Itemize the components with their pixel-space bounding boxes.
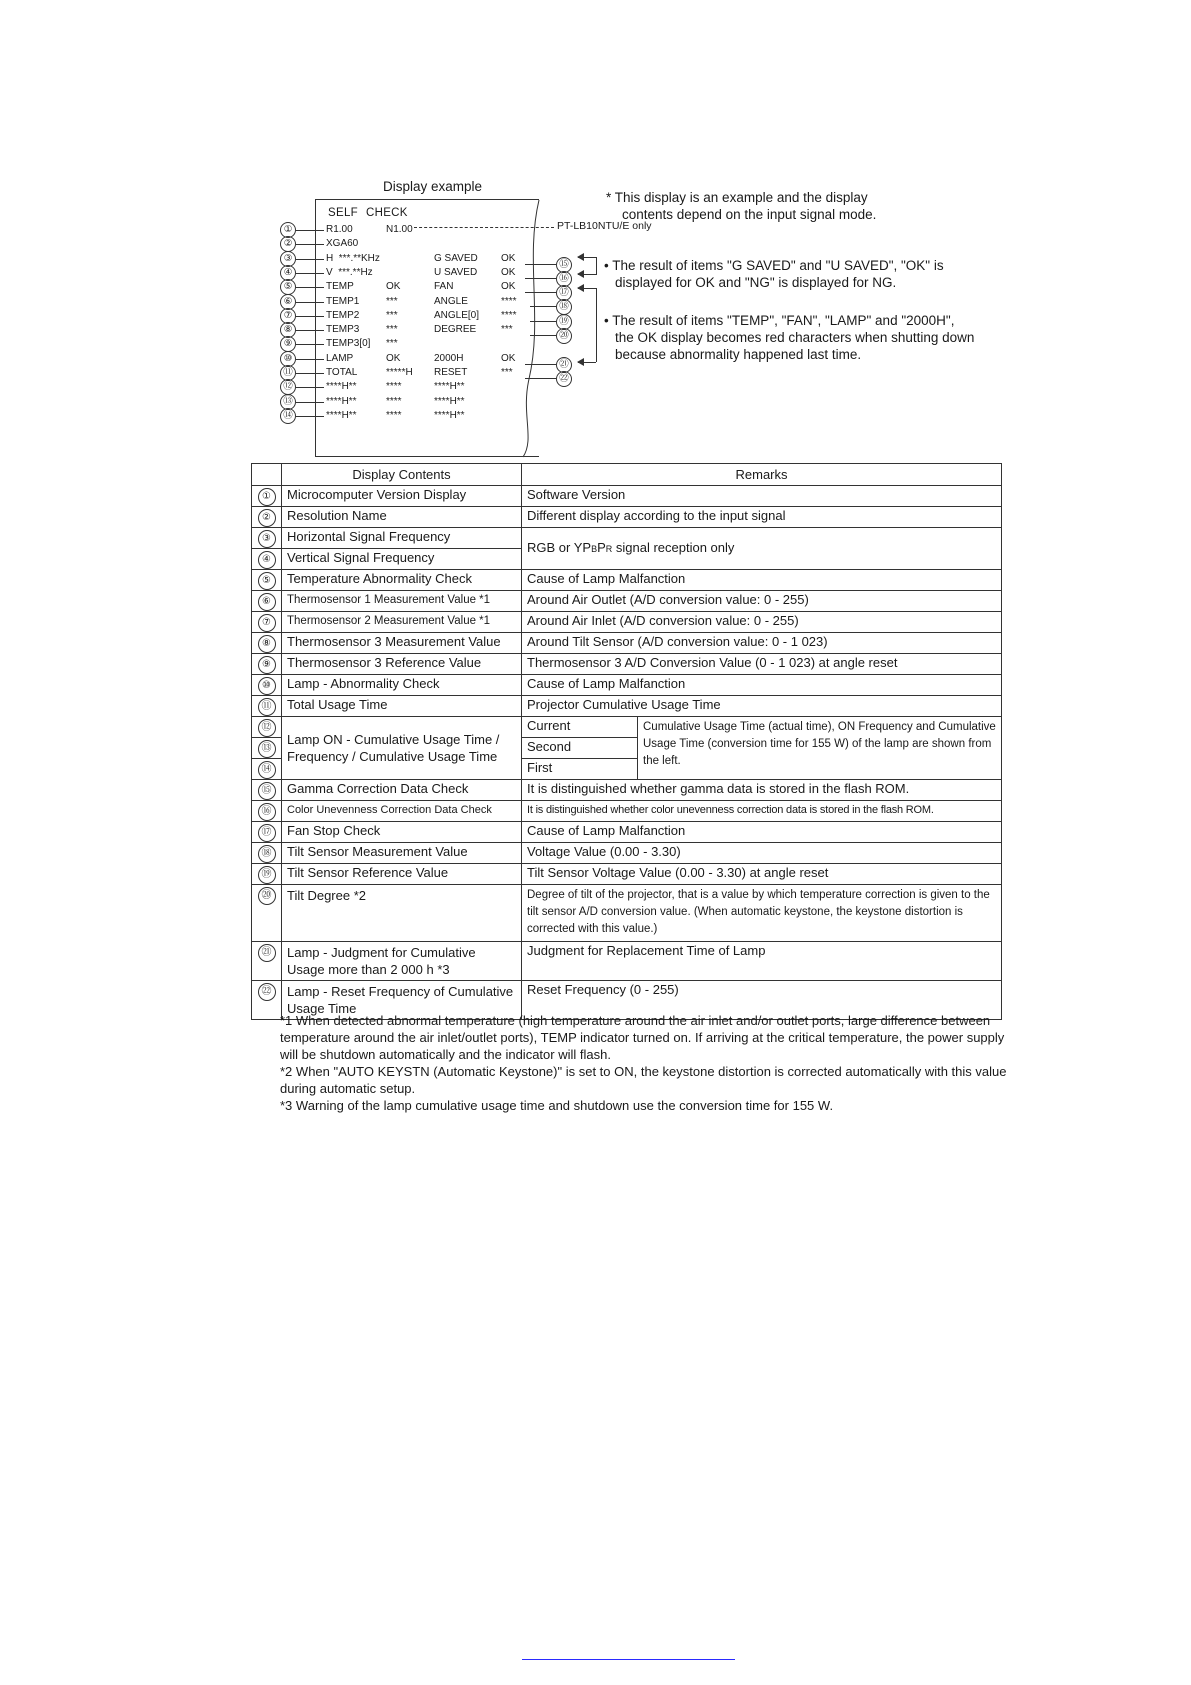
screen-row-value: *** — [386, 309, 398, 321]
row-remark: Voltage Value (0.00 - 3.30) — [522, 843, 1002, 864]
row-remark: Degree of tilt of the projector, that is a value by which temperature correction is given to the tilt sensor A/D conversion value. (When automatic keystone, the keystone distortion is corrected with this value.) — [522, 885, 1002, 942]
row-remark: Cause of Lamp Malfanction — [522, 675, 1002, 696]
screen-row-value: ****H** — [434, 395, 465, 407]
bracket-temp — [596, 288, 597, 362]
row-content: Tilt Sensor Reference Value — [282, 864, 522, 885]
screen-row-leader — [296, 402, 324, 403]
screen-row-leader — [296, 359, 324, 360]
row-remark: Software Version — [522, 486, 1002, 507]
note-line-1: * This display is an example and the display — [606, 190, 868, 205]
footnote-2: *2 When "AUTO KEYSTN (Automatic Keystone)" is set to ON, the keystone distortion is corrected automatically with this value during automatic setup. — [280, 1064, 1007, 1096]
screen-row-value: ****H** — [326, 395, 357, 407]
row-content: Lamp - Judgment for Cumulative Usage more than 2 000 h *3 — [282, 942, 522, 981]
row-remark: Cumulative Usage Time (actual time), ON Frequency and Cumulative Usage Time (conversion time for 155 W) of the lamp are shown from the left. — [638, 717, 1002, 780]
row-number: ③ — [258, 530, 276, 548]
screen-row-leader — [296, 316, 324, 317]
table-row — [252, 633, 1002, 654]
screen-row-leader — [296, 330, 324, 331]
row-number: ⑱ — [258, 845, 276, 863]
row-content: Thermosensor 3 Measurement Value — [282, 633, 522, 654]
right-number-leader — [530, 321, 556, 322]
footnotes — [280, 1012, 1010, 1114]
screen-row-leader — [296, 387, 324, 388]
note-line-3: • The result of items "G SAVED" and "U SAVED", "OK" is — [604, 258, 944, 273]
row-content: Fan Stop Check — [282, 822, 522, 843]
screen-row-value: N1.00 — [386, 224, 413, 235]
table-row — [252, 885, 1002, 942]
screen-row-value: *** — [501, 324, 513, 336]
screen-row-value: **** — [501, 295, 517, 307]
row-number: ⑭ — [258, 761, 276, 779]
arrow-fan — [578, 288, 596, 289]
model-note-leader — [414, 227, 554, 228]
screen-row-value: 2000H — [434, 352, 464, 364]
table-row — [252, 675, 1002, 696]
note-line-6: the OK display becomes red characters when shutting down — [615, 330, 975, 345]
screen-row-number: ④ — [280, 265, 296, 281]
screen-row-value: ****H** — [326, 409, 357, 421]
row-number: ② — [258, 509, 276, 527]
note-line-5: • The result of items "TEMP", "FAN", "LAMP" and "2000H", — [604, 313, 955, 328]
table-row — [252, 717, 1002, 738]
footnote-3: *3 Warning of the lamp cumulative usage time and shutdown use the conversion time for 155 W. — [280, 1098, 834, 1113]
screen-row-value: *** — [386, 338, 398, 350]
row-content: Temperature Abnormality Check — [282, 570, 522, 591]
row-number: ⑳ — [258, 887, 276, 905]
row-number: ⑰ — [258, 824, 276, 842]
table-row — [252, 801, 1002, 822]
page-link-underline[interactable] — [522, 1659, 735, 1660]
row-number: ① — [258, 488, 276, 506]
right-number-leader — [525, 278, 556, 279]
screen-row-value: R1.00 — [326, 224, 353, 235]
screen-row-value: **** — [386, 409, 402, 421]
row-content: Microcomputer Version Display — [282, 486, 522, 507]
screen-row-value: *****H — [386, 367, 413, 378]
bracket-saved — [596, 257, 597, 275]
screen-row-value: TOTAL — [326, 367, 358, 378]
screen-header-check: CHECK — [366, 207, 408, 219]
arrow-g-saved — [578, 257, 596, 258]
row-number: ⑥ — [258, 593, 276, 611]
row-remark: Tilt Sensor Voltage Value (0.00 - 3.30) at angle reset — [522, 864, 1002, 885]
right-number-leader — [530, 335, 556, 336]
display-contents-table — [251, 463, 1001, 1020]
screen-torn-edge — [515, 199, 545, 459]
row-number: ⑲ — [258, 866, 276, 884]
row-number: ④ — [258, 551, 276, 569]
table-row — [252, 780, 1002, 801]
screen-row-value: TEMP3[0] — [326, 338, 371, 350]
screen-row-number: ⑩ — [280, 351, 296, 367]
screen-row-number: ⑫ — [280, 379, 296, 395]
table-row — [252, 864, 1002, 885]
row-sub: Current — [522, 717, 638, 738]
right-row-number: ⑲ — [556, 314, 572, 330]
screen-row-value: ****H** — [434, 409, 465, 421]
screen-row-value: *** — [386, 295, 398, 307]
screen-row-number: ⑦ — [280, 308, 296, 324]
row-content: Gamma Correction Data Check — [282, 780, 522, 801]
row-number: ⑩ — [258, 677, 276, 695]
row-number: ⑪ — [258, 698, 276, 716]
table-row — [252, 822, 1002, 843]
row-content: Lamp - Reset Frequency of Cumulative Usage Time — [282, 981, 522, 1020]
screen-row-value: ****H** — [326, 381, 357, 393]
row-content: Tilt Degree *2 — [282, 885, 522, 942]
screen-row-number: ⑪ — [280, 365, 296, 381]
row-number: ⑯ — [258, 803, 276, 821]
table-row — [252, 612, 1002, 633]
row-content: Resolution Name — [282, 507, 522, 528]
screen-row-value: ****H** — [434, 381, 465, 393]
row-content: Thermosensor 1 Measurement Value *1 — [282, 591, 522, 612]
row-remark: Judgment for Replacement Time of Lamp — [522, 942, 1002, 981]
screen-row-leader — [296, 416, 324, 417]
screen-row-value: RESET — [434, 367, 468, 378]
arrow-2000h — [578, 362, 596, 363]
screen-row-leader — [296, 273, 324, 274]
screen-row-leader — [296, 302, 324, 303]
screen-header-self: SELF — [328, 207, 358, 219]
right-number-leader — [525, 364, 556, 365]
right-row-number: ㉒ — [556, 371, 572, 387]
row-content: Color Unevenness Correction Data Check — [282, 801, 522, 822]
row-number: ⑧ — [258, 635, 276, 653]
right-number-leader — [525, 264, 556, 265]
screen-row-value: G SAVED — [434, 252, 478, 264]
display-example-diagram — [0, 0, 1191, 470]
screen-row-value: **** — [501, 309, 517, 321]
screen-row-value: ANGLE[0] — [434, 309, 480, 321]
screen-row-value: V ***.**Hz — [326, 266, 373, 278]
table-row — [252, 591, 1002, 612]
screen-row-value: **** — [386, 395, 402, 407]
screen-row-number: ⑭ — [280, 408, 296, 424]
note-line-2: contents depend on the input signal mode. — [622, 207, 877, 222]
model-note: PT-LB10NTU/E only — [557, 220, 652, 232]
screen-row-leader — [296, 287, 324, 288]
right-number-leader — [530, 306, 556, 307]
screen-row-value: XGA60 — [326, 238, 359, 250]
row-content: Tilt Sensor Measurement Value — [282, 843, 522, 864]
row-remark: Around Air Inlet (A/D conversion value: 0 - 255) — [522, 612, 1002, 633]
row-number: ⑨ — [258, 656, 276, 674]
row-number: ⑬ — [258, 740, 276, 758]
table-header-remarks: Remarks — [522, 464, 1002, 486]
screen-row-number: ① — [280, 222, 296, 238]
row-content: Total Usage Time — [282, 696, 522, 717]
screen-row-number: ⑤ — [280, 279, 296, 295]
row-remark: Around Tilt Sensor (A/D conversion value: 0 - 1 023) — [522, 633, 1002, 654]
row-remark: Cause of Lamp Malfanction — [522, 570, 1002, 591]
screen-row-value: OK — [386, 352, 401, 364]
screen-row-leader — [296, 344, 324, 345]
right-row-number: ⑱ — [556, 299, 572, 315]
screen-row-value: *** — [386, 324, 398, 336]
row-number: ⑫ — [258, 719, 276, 737]
row-remark: It is distinguished whether color unevenness correction data is stored in the flash ROM. — [522, 801, 1002, 822]
row-remark: Reset Frequency (0 - 255) — [522, 981, 1002, 1020]
table-row — [252, 843, 1002, 864]
screen-row-number: ② — [280, 236, 296, 252]
table-row — [252, 507, 1002, 528]
right-number-leader — [525, 292, 556, 293]
row-remark: Cause of Lamp Malfanction — [522, 822, 1002, 843]
table-row — [252, 570, 1002, 591]
screen-row-value: ANGLE — [434, 295, 468, 307]
screen-row-value: TEMP — [326, 281, 354, 293]
table-row — [252, 486, 1002, 507]
screen-row-leader — [296, 230, 324, 231]
row-content: Lamp ON - Cumulative Usage Time / Frequency / Cumulative Usage Time — [282, 717, 522, 780]
table-row — [252, 696, 1002, 717]
row-content: Thermosensor 2 Measurement Value *1 — [282, 612, 522, 633]
row-sub: Second — [522, 738, 638, 759]
screen-row-value: OK — [501, 281, 516, 293]
screen-row-value: DEGREE — [434, 324, 477, 336]
table-row — [252, 654, 1002, 675]
screen-row-value: OK — [386, 281, 401, 293]
row-remark: Projector Cumulative Usage Time — [522, 696, 1002, 717]
right-number-leader — [525, 378, 556, 379]
screen-row-leader — [296, 373, 324, 374]
note-line-7: because abnormality happened last time. — [615, 347, 862, 362]
row-content: Vertical Signal Frequency — [282, 549, 522, 570]
screen-row-value: OK — [501, 252, 516, 264]
diagram-title: Display example — [383, 179, 483, 194]
row-content: Thermosensor 3 Reference Value — [282, 654, 522, 675]
screen-row-value: OK — [501, 266, 516, 278]
screen-row-number: ⑨ — [280, 336, 296, 352]
table-row — [252, 528, 1002, 549]
row-number: ㉒ — [258, 983, 276, 1001]
right-row-number: ⑮ — [556, 257, 572, 273]
row-remark: Different display according to the input signal — [522, 507, 1002, 528]
right-row-number: ⑯ — [556, 271, 572, 287]
screen-row-number: ⑬ — [280, 394, 296, 410]
row-remark: Around Air Outlet (A/D conversion value: 0 - 255) — [522, 591, 1002, 612]
screen-row-leader — [296, 259, 324, 260]
right-row-number: ⑰ — [556, 285, 572, 301]
right-row-number: ㉑ — [556, 357, 572, 373]
row-remark: RGB or YPBPR signal reception only — [522, 528, 1002, 570]
footnote-1: *1 When detected abnormal temperature (high temperature around the air inlet and/or outlet ports, large difference between temperature around the air inlet/outlet ports), TEMP indicator turned on. If arriving at the critical temperature, the power supply will be shutdown automatically and the indicator will flash. — [280, 1013, 1005, 1062]
table-header-num — [252, 464, 282, 486]
row-number: ⑮ — [258, 782, 276, 800]
screen-row-value: **** — [386, 381, 402, 393]
row-remark: It is distinguished whether gamma data is stored in the flash ROM. — [522, 780, 1002, 801]
screen-row-value: TEMP1 — [326, 295, 360, 307]
screen-row-value: FAN — [434, 281, 454, 293]
table-header-contents: Display Contents — [282, 464, 522, 486]
screen-row-number: ⑧ — [280, 322, 296, 338]
screen-row-value: LAMP — [326, 352, 354, 364]
screen-row-leader — [296, 244, 324, 245]
screen-row-value: U SAVED — [434, 266, 478, 278]
screen-row-number: ⑥ — [280, 294, 296, 310]
screen-row-value: TEMP2 — [326, 309, 360, 321]
row-number: ㉑ — [258, 944, 276, 962]
arrow-u-saved — [578, 274, 596, 275]
screen-row-value: *** — [501, 367, 513, 378]
row-content: Horizontal Signal Frequency — [282, 528, 522, 549]
screen-row-value: H ***.**KHz — [326, 252, 380, 264]
row-remark: Thermosensor 3 A/D Conversion Value (0 - 1 023) at angle reset — [522, 654, 1002, 675]
row-number: ⑦ — [258, 614, 276, 632]
note-line-4: displayed for OK and "NG" is displayed for NG. — [615, 275, 897, 290]
row-number: ⑤ — [258, 572, 276, 590]
row-sub: First — [522, 759, 638, 780]
screen-row-number: ③ — [280, 251, 296, 267]
row-content: Lamp - Abnormality Check — [282, 675, 522, 696]
right-row-number: ⑳ — [556, 328, 572, 344]
screen-row-value: TEMP3 — [326, 324, 360, 336]
table-row — [252, 942, 1002, 981]
screen-row-value: OK — [501, 352, 516, 364]
